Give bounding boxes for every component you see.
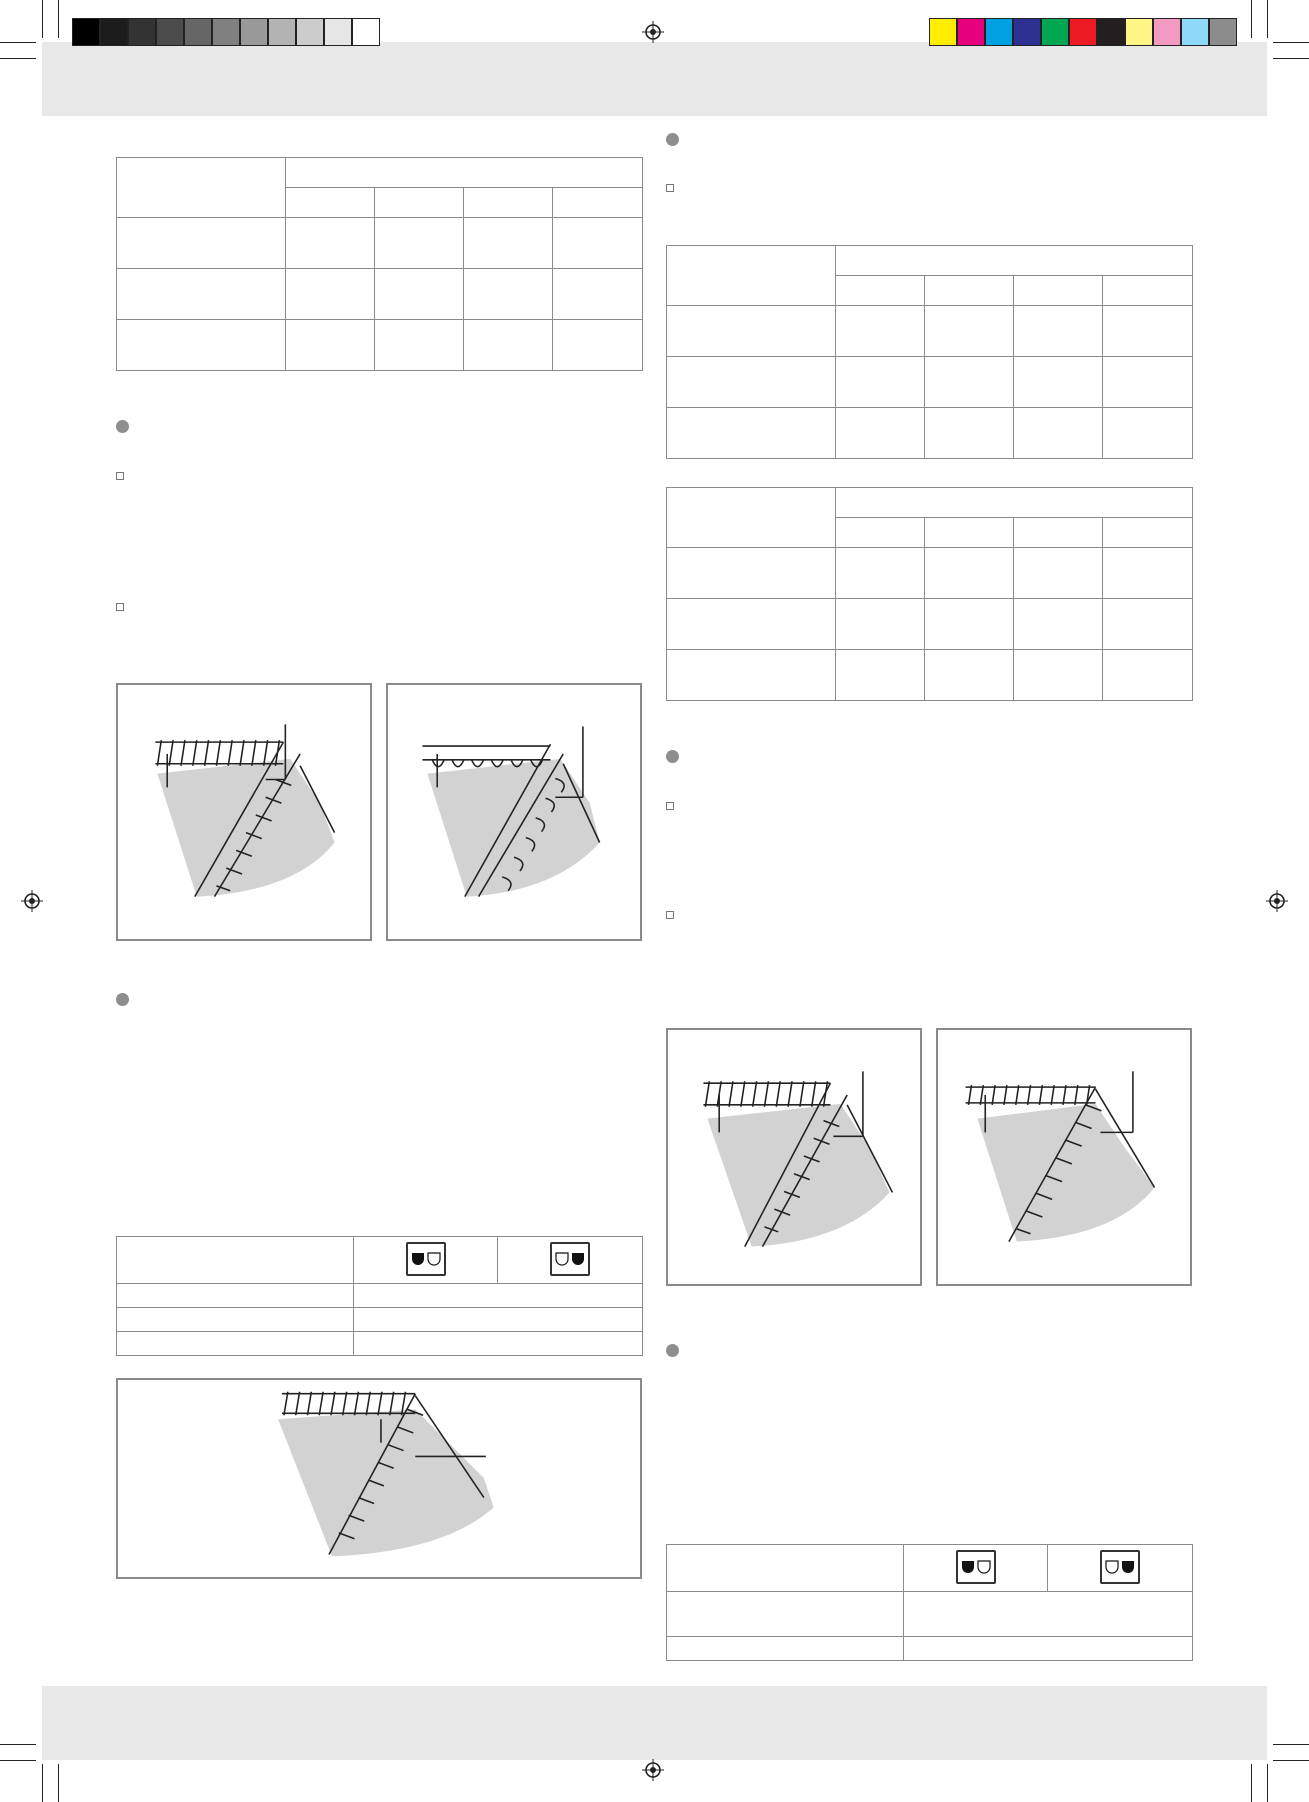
table-row (667, 599, 1193, 650)
step-checkbox (116, 472, 124, 480)
stitch-figure (116, 683, 372, 941)
step-checkbox (116, 603, 124, 611)
table-row (667, 408, 1193, 459)
table-cell (667, 488, 836, 548)
table-row (117, 320, 643, 371)
crop-mark (1273, 1760, 1309, 1761)
table-header-cell (1103, 518, 1193, 548)
table-row (667, 650, 1193, 701)
table-cell (667, 246, 836, 306)
color-swatch (957, 18, 985, 46)
crop-mark (1251, 0, 1252, 38)
table-header-cell (375, 188, 464, 218)
dial-right-filled-icon (1100, 1550, 1140, 1584)
dial-right-filled-icon (550, 1242, 590, 1276)
table-header-cell (836, 488, 1193, 518)
table-row (667, 1637, 1193, 1661)
crosshair-circle-icon (1266, 890, 1288, 912)
crop-mark (1267, 1764, 1268, 1802)
settings-table (666, 487, 1193, 701)
table-row (117, 1308, 643, 1332)
table-header-cell (286, 188, 375, 218)
grayscale-swatch (72, 18, 100, 46)
settings-table (666, 1544, 1193, 1661)
crosshair-circle-icon (21, 890, 43, 912)
table-cell (117, 1237, 354, 1284)
crosshair-circle-icon (642, 1759, 664, 1781)
rolled-hem-stitch-illustration (388, 685, 640, 939)
crop-mark (1273, 1744, 1309, 1745)
stitch-figure (116, 1378, 642, 1579)
color-swatch (1209, 18, 1237, 46)
table-header-cell (836, 246, 1193, 276)
stitch-figure (936, 1028, 1192, 1286)
crop-mark (0, 42, 36, 43)
color-swatch (1153, 18, 1181, 46)
overlock-stitch-illustration (668, 1030, 920, 1284)
footer-band (42, 1686, 1267, 1760)
step-checkbox (666, 911, 674, 919)
stitch-figure (666, 1028, 922, 1286)
color-swatch (985, 18, 1013, 46)
table-header-cell (1014, 276, 1103, 306)
table-cell (117, 158, 286, 218)
crop-mark (42, 1764, 43, 1802)
settings-table (666, 245, 1193, 459)
grayscale-swatch (240, 18, 268, 46)
crop-mark (42, 0, 43, 38)
grayscale-swatch (100, 18, 128, 46)
settings-table (116, 1236, 643, 1356)
overlock-stitch-illustration (118, 685, 370, 939)
color-swatch (1069, 18, 1097, 46)
table-row (117, 269, 643, 320)
table-header-cell (1014, 518, 1103, 548)
crop-mark (1251, 1764, 1252, 1802)
grayscale-swatch (352, 18, 380, 46)
table-header-cell (904, 1545, 1048, 1592)
grayscale-swatch (184, 18, 212, 46)
color-swatch (1181, 18, 1209, 46)
flatlock-stitch-illustration (118, 1380, 640, 1577)
table-row (667, 306, 1193, 357)
dial-left-filled-icon (406, 1242, 446, 1276)
table-header-cell (354, 1237, 498, 1284)
grayscale-swatch (156, 18, 184, 46)
grayscale-swatch (324, 18, 352, 46)
section-bullet (116, 993, 129, 1006)
dial-left-filled-icon (956, 1550, 996, 1584)
grayscale-swatch (296, 18, 324, 46)
table-header-cell (464, 188, 553, 218)
table-header-cell (925, 518, 1014, 548)
step-checkbox (666, 184, 674, 192)
settings-table (116, 157, 643, 371)
crop-mark (1273, 42, 1309, 43)
table-row (667, 1592, 1193, 1637)
color-swatch (1097, 18, 1125, 46)
crop-mark (58, 0, 59, 38)
table-row (117, 1332, 643, 1356)
grayscale-swatch (268, 18, 296, 46)
section-bullet (116, 420, 129, 433)
section-bullet (666, 1344, 679, 1357)
table-row (667, 357, 1193, 408)
flatlock-stitch-illustration (938, 1030, 1190, 1284)
crop-mark (0, 1744, 36, 1745)
table-header-cell (836, 276, 925, 306)
grayscale-swatch (212, 18, 240, 46)
color-swatch (1013, 18, 1041, 46)
table-header-cell (498, 1237, 643, 1284)
section-bullet (666, 133, 679, 146)
table-header-cell (836, 518, 925, 548)
crosshair-circle-icon (642, 21, 664, 43)
color-swatch (1041, 18, 1069, 46)
header-band (42, 42, 1267, 116)
table-row (117, 218, 643, 269)
table-cell (667, 1545, 904, 1592)
section-bullet (666, 750, 679, 763)
stitch-figure (386, 683, 642, 941)
color-swatch (929, 18, 957, 46)
table-row (117, 1284, 643, 1308)
table-header-cell (1048, 1545, 1193, 1592)
grayscale-swatch (128, 18, 156, 46)
table-row (667, 548, 1193, 599)
crop-mark (1273, 58, 1309, 59)
table-header-cell (286, 158, 643, 188)
table-header-cell (553, 188, 643, 218)
color-swatch (1125, 18, 1153, 46)
crop-mark (0, 58, 36, 59)
step-checkbox (666, 802, 674, 810)
crop-mark (58, 1764, 59, 1802)
crop-mark (1267, 0, 1268, 38)
crop-mark (0, 1760, 36, 1761)
table-header-cell (925, 276, 1014, 306)
table-header-cell (1103, 276, 1193, 306)
